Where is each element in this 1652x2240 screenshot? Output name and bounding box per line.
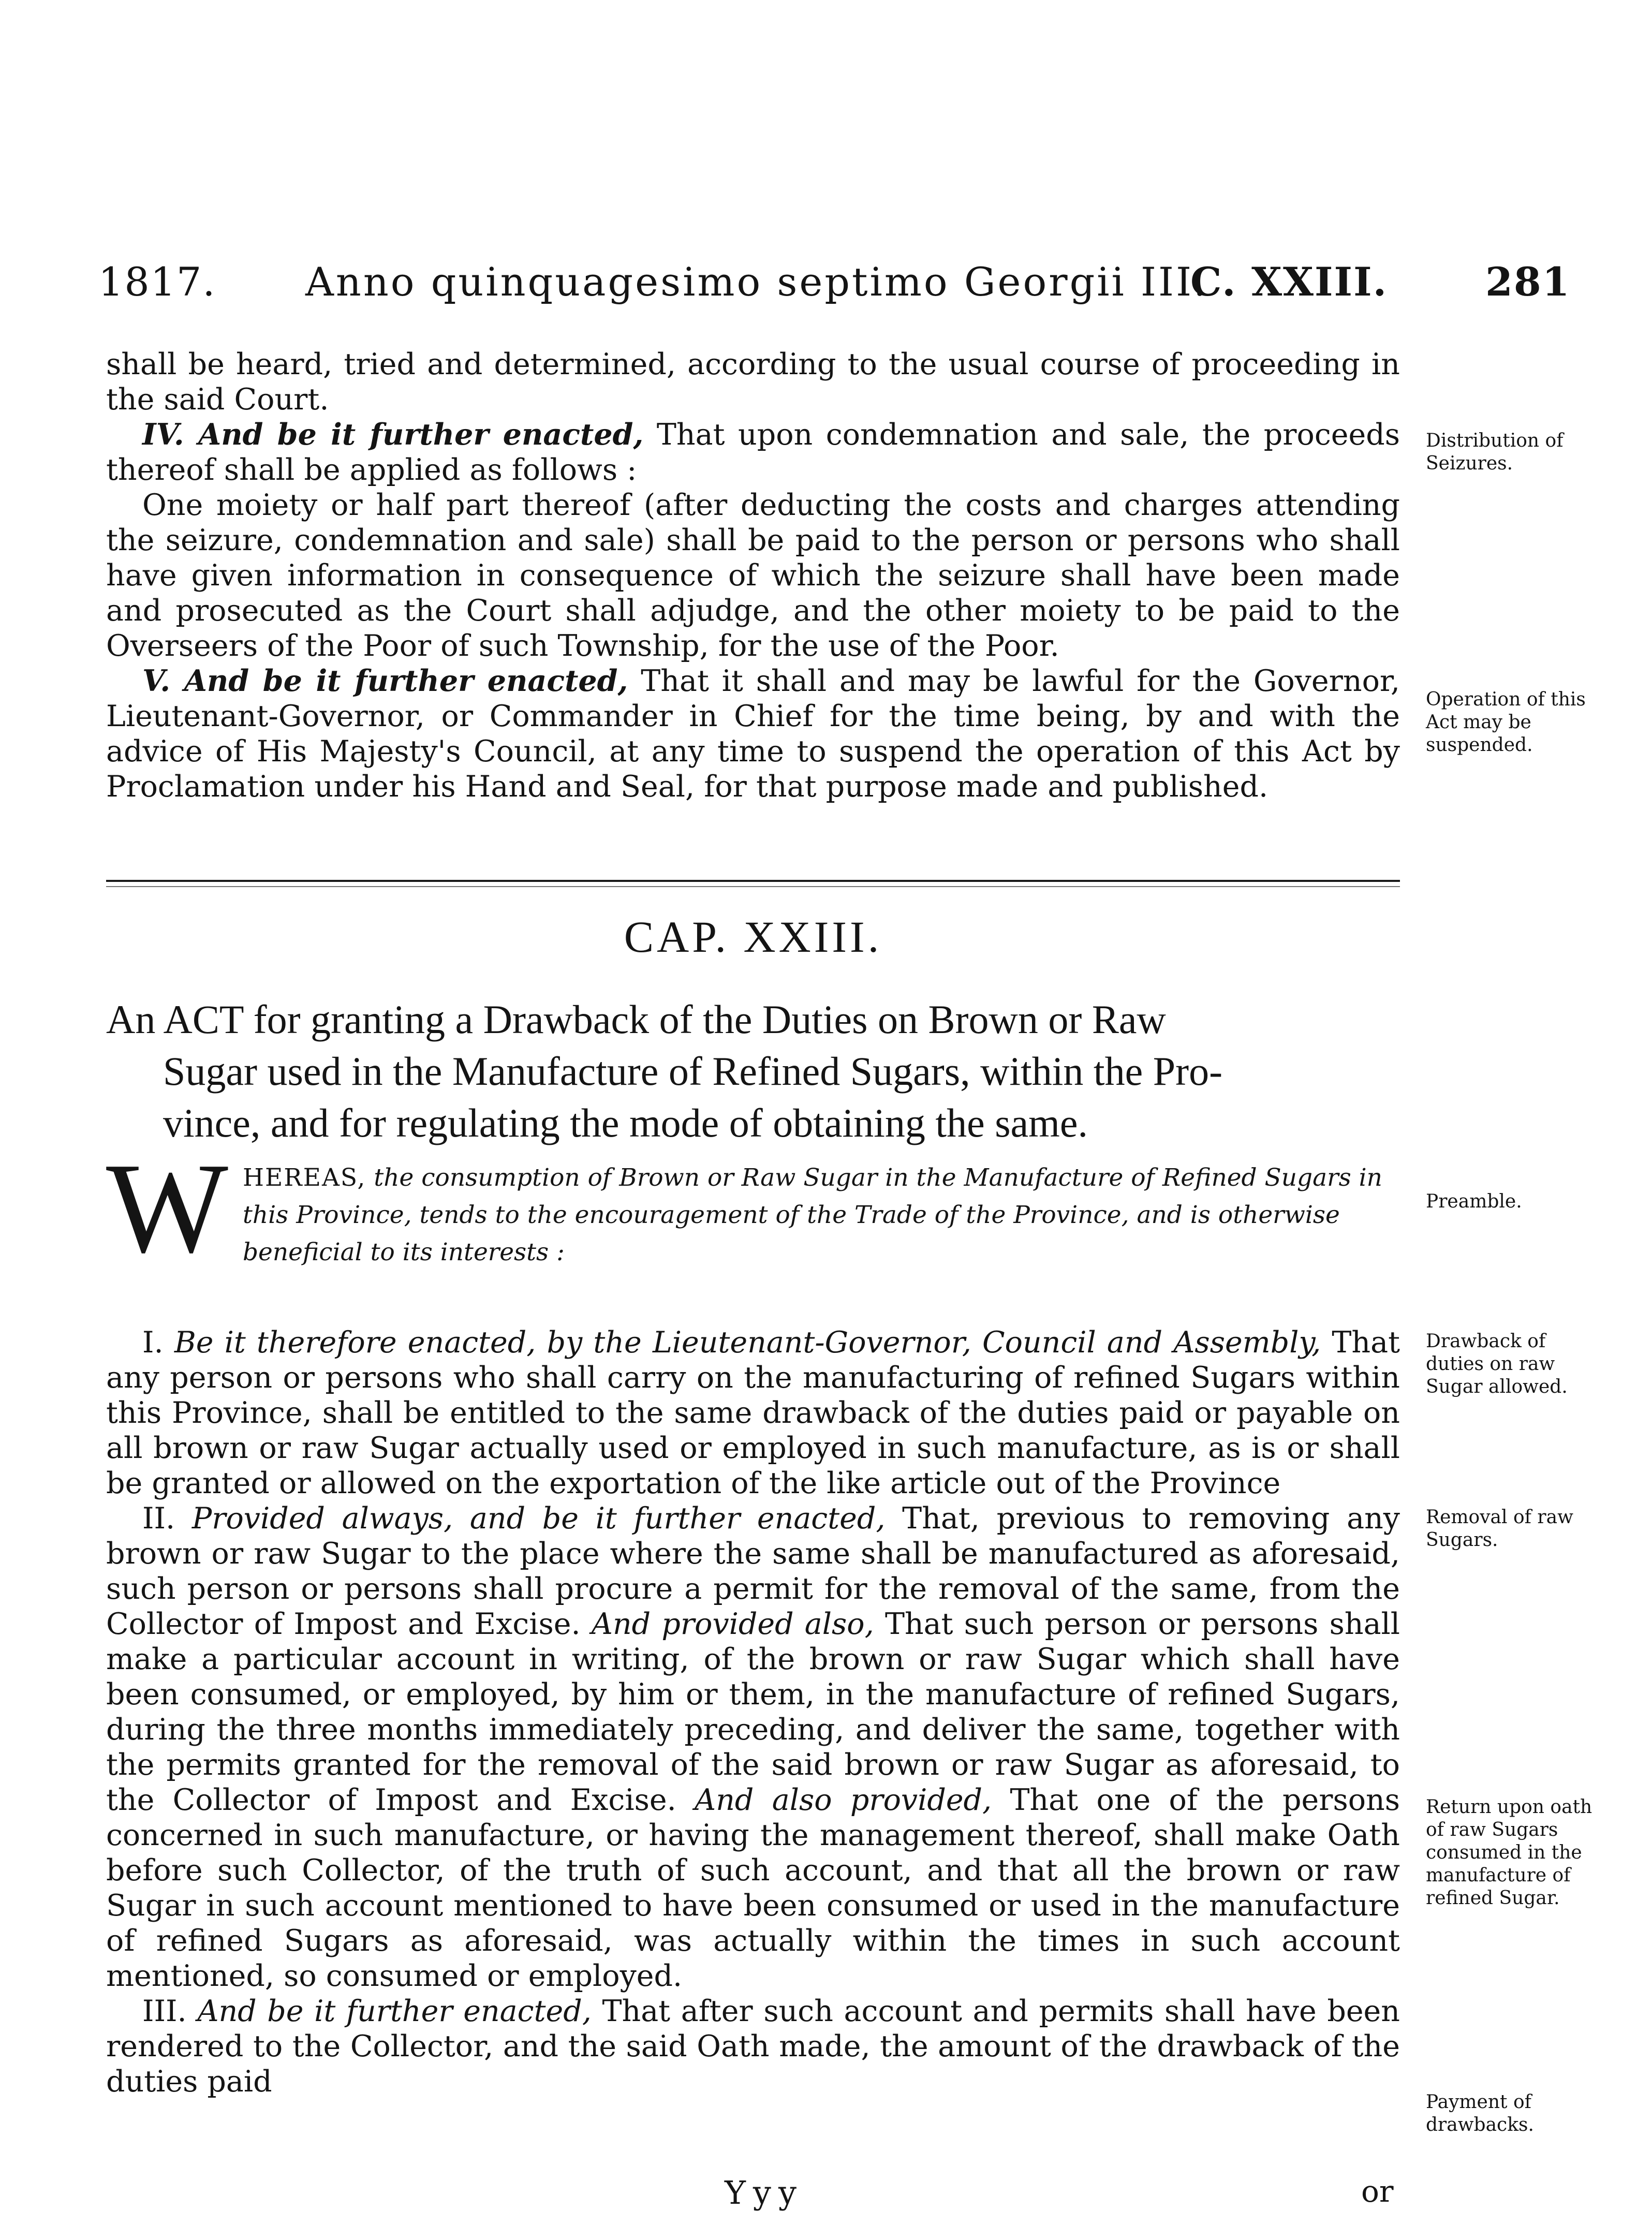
text-block-sugar-act [106,1325,1400,2099]
section-divider-secondary [106,886,1400,887]
section-2-text-c: That one of the persons concerned in such manufacture, or having the management thereof, shall make Oath before such Collector, of the truth of such account, and that all the brown or raw Sugar in such account mentioned to have been consumed or used in the manufacture of refined Sugars as aforesaid, was actually within the times in such account mentioned, so consumed or employed. [106,1783,1400,1993]
act-title-line-3: vince, and for regulating the mode of obtaining the same. [163,1100,1088,1145]
signature-mark: Yyy [725,2174,804,2212]
section-2-text-b: That such person or persons shall make a particular account in writing, of the brown or raw Sugar which shall have been consumed, or employed, by him or them, in the manufacture of refined Sugars, during the three months immediately preceding, and deliver the same, together with the permits granted for the removal of the said brown or raw Sugar as aforesaid, to the Collector of Impost and Excise. [106,1607,1400,1817]
section-1-number: I. [142,1325,174,1360]
header-chapter: C. XXIII. [1190,259,1388,305]
paragraph-continuation: shall be heard, tried and determined, according to the usual course of proceeding in the said Court. [106,347,1400,417]
margin-note-drawback: Drawback of duties on raw Sugar allowed. [1426,1331,1568,1397]
page-number: 281 [1485,259,1571,305]
header-title: Anno quinquagesimo septimo Georgii III. [305,259,1208,305]
section-1 [106,1325,1400,1501]
header-year: 1817. [98,259,216,305]
act-title [106,994,1400,1149]
text-block-previous-act [106,347,1400,804]
section-4-lead: IV. And be it further enacted, [142,417,644,452]
section-2-number: II. [142,1501,192,1536]
section-3-number: III. [142,1994,198,2028]
act-title-line-2: Sugar used in the Manufacture of Refined Sugars, within the Pro- [163,1049,1223,1094]
act-title-line-1: An ACT for granting a Drawback of the Duties on Brown or Raw [106,997,1166,1042]
section-2 [106,1501,1400,1994]
section-4 [106,417,1400,488]
section-3-text: That after such account and permits shall have been rendered to the Collector, and the said Oath made, the amount of the drawback of the duties paid [106,1994,1400,2099]
margin-note-return: Return upon oath of raw Sugars consumed in the manufacture of refined Sugar. [1426,1796,1592,1909]
section-4-distribution-text: One moiety or half part thereof (after deducting the costs and charges attending the seizure, condemnation and sale) shall be paid to the person or persons who shall have given information in consequence of which the seizure shall have been made and prosecuted as the Court shall adjudge, and the other moiety to be paid to the Overseers of the Poor of such Township, for the use of the Poor. [106,488,1400,663]
section-3-lead: And be it further enacted, [197,1994,592,2028]
margin-note-removal: Removal of raw Sugars. [1426,1507,1573,1551]
section-5-lead: V. And be it further enacted, [142,664,628,698]
section-2-text-a: That, previous to removing any brown or raw Sugar to the place where the same shall be manufactured as aforesaid, such person or persons shall procure a permit for the removal of the same, from the Collector of Impost and Excise. [106,1501,1400,1641]
margin-note-payment: Payment of drawbacks. [1426,2091,1534,2135]
preamble-text: the consumption of Brown or Raw Sugar in the Manufacture of Refined Sugars in this Province, tends to the encouragement of the Trade of the Province, and is otherwise beneficial to its interests : [242,1163,1382,1266]
chapter-heading: CAP. XXIII. [624,912,882,962]
section-3 [106,1994,1400,2099]
section-2-lead-b: And provided also, [591,1607,874,1641]
margin-note-preamble: Preamble. [1426,1191,1522,1212]
section-divider [106,880,1400,882]
preamble-whereas: HEREAS, [242,1163,366,1192]
section-5 [106,664,1400,804]
drop-cap: W [106,1137,228,1280]
section-1-lead: Be it therefore enacted, by the Lieutenant-Governor, Council and Assembly, [174,1325,1321,1360]
margin-note-operation: Operation of this Act may be suspended. [1426,689,1586,756]
section-5-text: That it shall and may be lawful for the Governor, Lieutenant-Governor, or Commander in Chief for the time being, by and with the advice of His Majesty's Council, at any time to suspend the operation of this Act by Proclamation under his Hand and Seal, for that purpose made and published. [106,664,1400,804]
section-2-lead: Provided always, and be it further enacted, [191,1501,886,1536]
section-1-text: That any person or persons who shall carry on the manufacturing of refined Sugars within this Province, shall be entitled to the same drawback of the duties paid or payable on all brown or raw Sugar actually used or employed in such manufacture, as is or shall be granted or allowed on the exportation of the like article out of the Province [106,1325,1400,1500]
margin-note-distribution: Distribution of Seizures. [1426,430,1564,474]
preamble [106,1137,1400,1280]
section-2-lead-c: And also provided, [695,1783,992,1817]
catchword: or [1361,2174,1394,2209]
section-4-text: That upon condemnation and sale, the proceeds thereof shall be applied as follows : [106,418,1400,487]
